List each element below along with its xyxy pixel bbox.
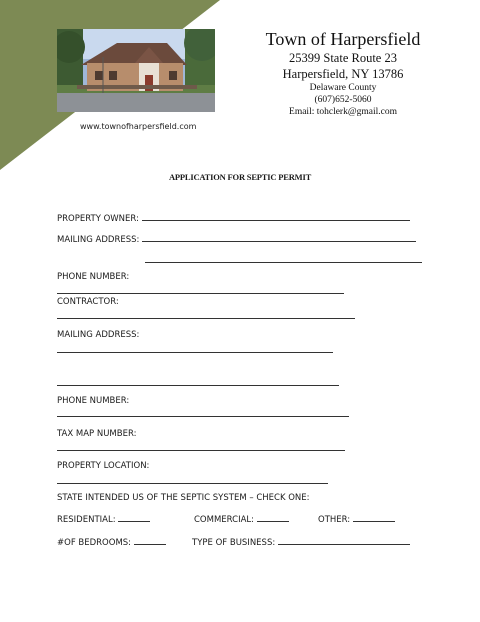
- contractor-row: [57, 297, 119, 307]
- phone: (607)652-5060: [314, 95, 372, 105]
- contractor-phone-field[interactable]: [57, 416, 349, 417]
- contractor-phone-row: [57, 396, 129, 406]
- mailing-address-label: MAILING ADDRESS:: [57, 235, 140, 245]
- town-name: Town of Harpersfield: [265, 29, 421, 49]
- property-location-label: PROPERTY LOCATION:: [57, 461, 150, 471]
- property-owner-field[interactable]: [142, 212, 410, 221]
- contractor-mailing-address-row: [57, 330, 139, 340]
- phone-number-row: [57, 272, 129, 282]
- email: Email: tohclerk@gmail.com: [289, 107, 397, 117]
- residential-checkbox-field[interactable]: [118, 513, 150, 522]
- mailing-address-field-2[interactable]: [145, 262, 422, 263]
- mailing-address-row: [57, 233, 416, 245]
- contractor-mailing-address-label: MAILING ADDRESS:: [57, 330, 140, 340]
- commercial-checkbox-field[interactable]: [257, 513, 289, 522]
- intended-use-row: [57, 493, 310, 503]
- street-address: 25399 State Route 23: [289, 51, 397, 65]
- residential-row: [57, 513, 150, 525]
- property-owner-row: [57, 212, 410, 224]
- city-state-zip: Harpersfield, NY 13786: [282, 67, 404, 81]
- other-label: OTHER:: [318, 515, 351, 525]
- mailing-address-field[interactable]: [142, 233, 416, 242]
- bedrooms-label: #OF BEDROOMS:: [57, 538, 132, 548]
- business-type-field[interactable]: [278, 536, 410, 545]
- other-checkbox-field[interactable]: [353, 513, 395, 522]
- organization-block: [248, 28, 438, 118]
- website-link[interactable]: www.townofharpersfield.com: [80, 122, 197, 131]
- property-location-field[interactable]: [57, 483, 328, 484]
- intended-use-label: STATE INTENDED US OF THE SEPTIC SYSTEM – CHECK ONE:: [57, 493, 310, 503]
- other-row: [318, 513, 395, 525]
- property-location-row: [57, 461, 149, 471]
- county: Delaware County: [309, 83, 377, 93]
- contractor-mailing-address-field-2[interactable]: [57, 385, 339, 386]
- phone-number-field[interactable]: [57, 293, 344, 294]
- business-type-row: [192, 536, 410, 548]
- bedrooms-row: [57, 536, 166, 548]
- contractor-phone-label: PHONE NUMBER:: [57, 396, 130, 406]
- business-type-label: TYPE OF BUSINESS:: [192, 538, 276, 548]
- contractor-label: CONTRACTOR:: [57, 297, 119, 307]
- property-owner-label: PROPERTY OWNER:: [57, 214, 139, 224]
- contractor-mailing-address-field[interactable]: [57, 352, 333, 353]
- town-hall-photo: [57, 29, 215, 112]
- commercial-label: COMMERCIAL:: [194, 515, 255, 525]
- bedrooms-field[interactable]: [134, 536, 166, 545]
- residential-label: RESIDENTIAL:: [57, 515, 116, 525]
- tax-map-number-row: [57, 429, 136, 439]
- commercial-row: [194, 513, 289, 525]
- document-title: APPLICATION FOR SEPTIC PERMIT: [168, 172, 312, 182]
- tax-map-number-label: TAX MAP NUMBER:: [57, 429, 137, 439]
- phone-number-label: PHONE NUMBER:: [57, 272, 130, 282]
- contractor-field[interactable]: [57, 318, 355, 319]
- tax-map-number-field[interactable]: [57, 450, 345, 451]
